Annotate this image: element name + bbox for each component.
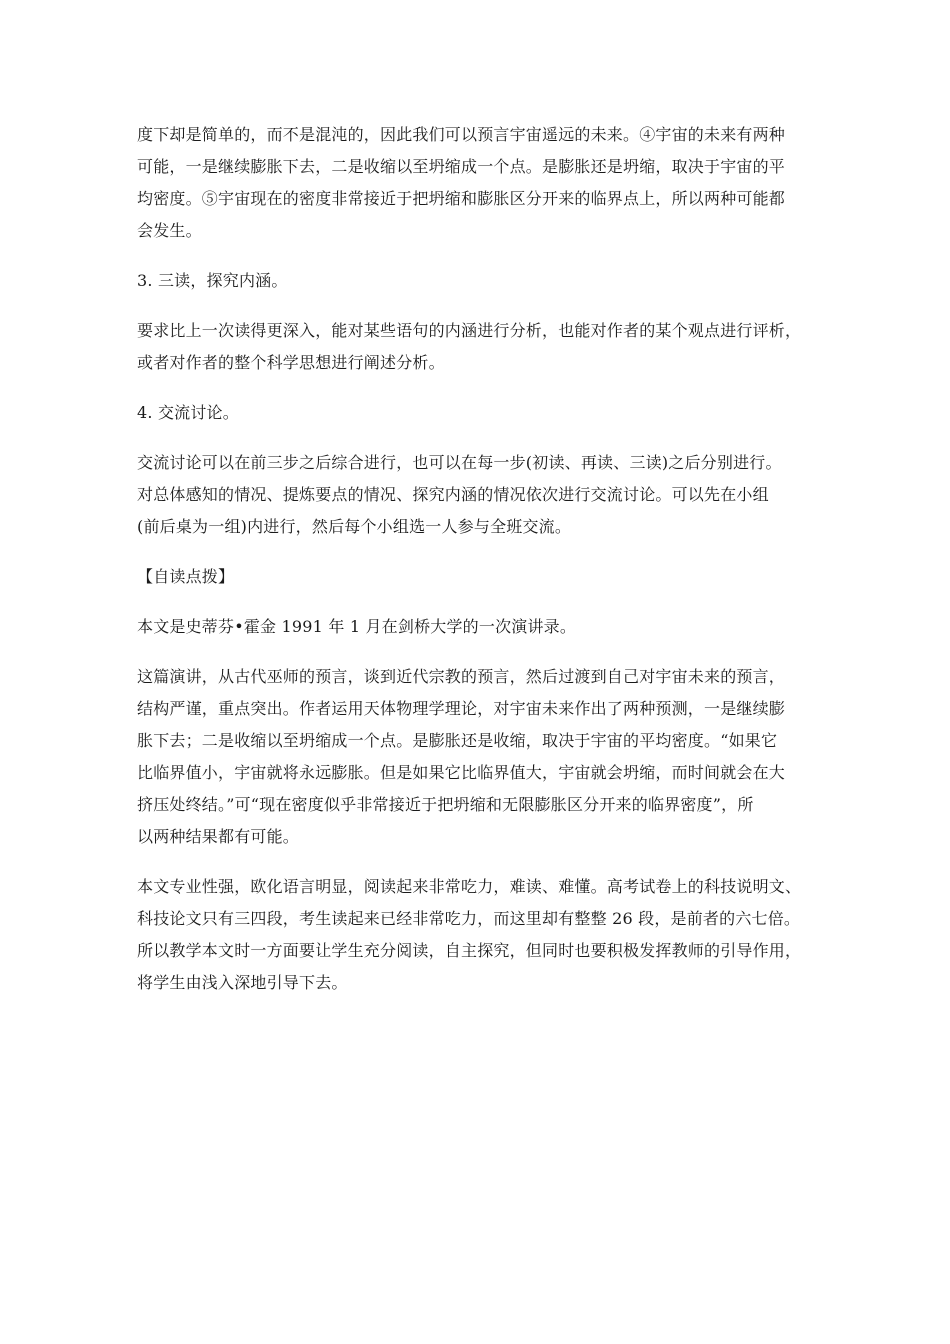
text-line: 比临界值小，宇宙就将永远膨胀。但是如果它比临界值大，宇宙就会坍缩，而时间就会在大 (137, 763, 786, 782)
text-line: 对总体感知的情况、提炼要点的情况、探究内涵的情况依次进行交流讨论。可以先在小组 (137, 485, 769, 504)
heading-self-reading-guide (137, 561, 817, 593)
paragraph-third-reading (137, 315, 817, 379)
heading-discussion (137, 397, 817, 429)
text-line: 4. 交流讨论。 (137, 403, 239, 422)
text-line: 均密度。⑤宇宙现在的密度非常接近于把坍缩和膨胀区分开来的临界点上，所以两种可能都 (137, 189, 786, 208)
paragraph-discussion (137, 447, 817, 543)
text-line: 会发生。 (137, 221, 202, 240)
text-line: 本文专业性强，欧化语言明显，阅读起来非常吃力，难读、难懂。高考试卷上的科技说明文、 (137, 877, 802, 896)
paragraph-teaching-notes (137, 871, 817, 999)
text-line: 这篇演讲，从古代巫师的预言，谈到近代宗教的预言，然后过渡到自己对宇宙未来的预言， (137, 667, 786, 686)
text-line: 所以教学本文时一方面要让学生充分阅读，自主探究，但同时也要积极发挥教师的引导作用， (137, 941, 802, 960)
text-line: 交流讨论可以在前三步之后综合进行，也可以在每一步(初读、再读、三读)之后分别进行。 (137, 453, 782, 472)
paragraph-intro (137, 611, 817, 643)
text-line: 挤压处终结。”可“现在密度似乎非常接近于把坍缩和无限膨胀区分开来的临界密度”，所 (137, 795, 754, 814)
text-line: 3. 三读，探究内涵。 (137, 271, 288, 290)
text-line: (前后桌为一组)内进行，然后每个小组选一人参与全班交流。 (137, 517, 572, 536)
text-line: 【自读点拨】 (137, 567, 235, 586)
document-page (137, 119, 817, 1017)
paragraph-universe-future (137, 119, 817, 247)
text-line: 将学生由浅入深地引导下去。 (137, 973, 348, 992)
paragraph-speech-summary (137, 661, 817, 853)
text-line: 要求比上一次读得更深入，能对某些语句的内涵进行分析，也能对作者的某个观点进行评析， (137, 321, 802, 340)
text-line: 以两种结果都有可能。 (137, 827, 300, 846)
text-line: 或者对作者的整个科学思想进行阐述分析。 (137, 353, 445, 372)
text-line: 胀下去；二是收缩以至坍缩成一个点。是膨胀还是收缩，取决于宇宙的平均密度。“如果它 (137, 731, 778, 750)
text-line: 可能，一是继续膨胀下去，二是收缩以至坍缩成一个点。是膨胀还是坍缩，取决于宇宙的平 (137, 157, 786, 176)
text-line: 本文是史蒂芬•霍金 1991 年 1 月在剑桥大学的一次演讲录。 (137, 617, 577, 636)
text-line: 结构严谨，重点突出。作者运用天体物理学理论，对宇宙未来作出了两种预测，一是继续膨 (137, 699, 786, 718)
heading-third-reading (137, 265, 817, 297)
text-line: 科技论文只有三四段，考生读起来已经非常吃力，而这里却有整整 26 段，是前者的六七倍。 (137, 909, 801, 928)
text-line: 度下却是简单的，而不是混沌的，因此我们可以预言宇宙遥远的未来。④宇宙的未来有两种 (137, 125, 786, 144)
